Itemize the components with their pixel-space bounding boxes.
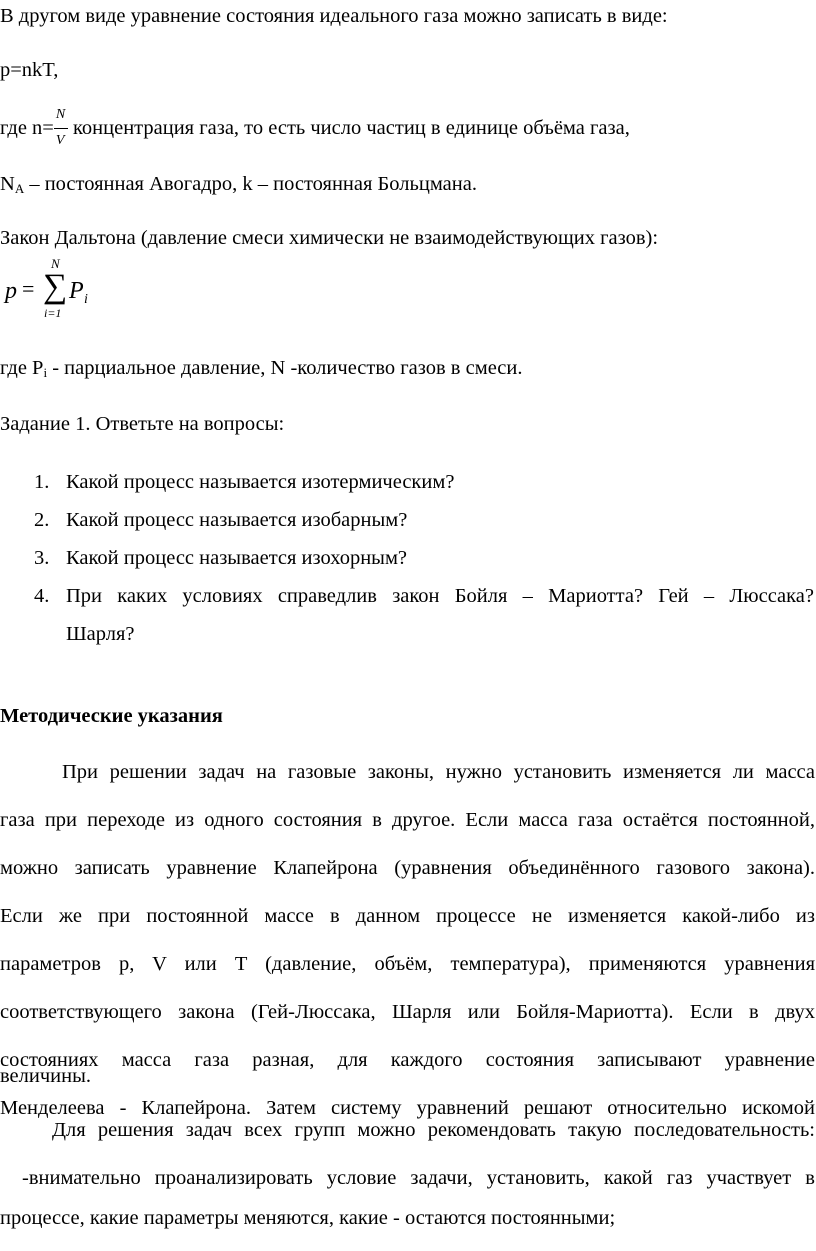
paragraph-line: Если же при постоянной массе в данном процессе не изменяется какой-либо из xyxy=(0,905,815,927)
list-text: Какой процесс называется изобарным? xyxy=(66,509,408,531)
formula-term-subscript: i xyxy=(84,292,88,307)
fraction-numerator: N xyxy=(55,107,66,123)
paragraph-line: газа при переходе из одного состояния в другое. Если масса газа остаётся постоянной, xyxy=(0,809,815,831)
paragraph-line: соответствующего закона (Гей-Люссака, Шарля или Бойля-Мариотта). Если в двух xyxy=(0,1001,815,1023)
sum-upper-limit: N xyxy=(51,256,60,271)
formula-line: p=nkT, xyxy=(0,59,59,81)
subscript: i xyxy=(43,365,48,380)
paragraph-line: Менделеева - Клапейрона. Затем систему уравнений решают относительно искомой xyxy=(0,1097,815,1119)
fraction xyxy=(54,107,68,149)
list-number: 1. xyxy=(34,471,50,493)
list-number: 4. xyxy=(34,585,50,607)
text-fragment: где n= xyxy=(0,117,54,139)
subscript: A xyxy=(14,181,25,196)
dalton-formula xyxy=(0,258,150,328)
fraction-denominator: V xyxy=(55,133,65,149)
paragraph-line: процессе, какие параметры меняются, какие - остаются постоянными; xyxy=(0,1207,616,1229)
text-line xyxy=(0,107,630,149)
text-line xyxy=(0,356,523,385)
paragraph-line: состояниях масса газа разная, для каждого состояния записывают уравнение xyxy=(0,1049,815,1071)
list-text: Шарля? xyxy=(66,623,135,645)
list-text: При каких условиях справедлив закон Бойля – Мариотта? Гей – Люссака? xyxy=(66,585,814,607)
sum-lower-limit: i=1 xyxy=(44,306,62,320)
paragraph-line: -внимательно проанализировать условие задачи, установить, какой газ участвует в xyxy=(22,1167,815,1189)
paragraph-line: Для решения задач всех групп можно рекомендовать такую последовательность: xyxy=(52,1119,815,1141)
text-fragment: - парциальное давление, N -количество газов в смеси. xyxy=(47,357,523,379)
text-fragment: концентрация газа, то есть число частиц в единице объёма газа, xyxy=(67,117,630,139)
section-title: Методические указания xyxy=(0,705,223,727)
paragraph-line: параметров p, V или T (давление, объём, температура), применяются уравнения xyxy=(0,953,815,975)
text-fragment: где P xyxy=(0,357,44,379)
sigma-symbol: ∑ xyxy=(43,268,68,305)
text-line xyxy=(0,172,477,201)
text-line: Задание 1. Ответьте на вопросы: xyxy=(0,413,285,435)
text-line: Закон Дальтона (давление смеси химически не взаимодействующих газов): xyxy=(0,227,659,249)
paragraph-line: При решении задач на газовые законы, нужно установить изменяется ли масса xyxy=(62,761,815,783)
text-fragment: N xyxy=(0,173,15,195)
formula-equals: = xyxy=(22,276,35,301)
paragraph-line: величины. xyxy=(0,1065,92,1087)
list-text: Какой процесс называется изотермическим? xyxy=(66,471,455,493)
list-number: 3. xyxy=(34,547,50,569)
text-line: В другом виде уравнение состояния идеального газа можно записать в виде: xyxy=(0,5,668,27)
formula-lhs: p xyxy=(5,278,17,304)
text-fragment: – постоянная Авогадро, k – постоянная Больцмана. xyxy=(24,173,477,195)
list-number: 2. xyxy=(34,509,50,531)
paragraph xyxy=(0,760,815,1144)
formula-term: P xyxy=(69,278,84,304)
list-text: Какой процесс называется изохорным? xyxy=(66,547,408,569)
paragraph-line: можно записать уравнение Клапейрона (уравнения объединённого газового закона). xyxy=(0,857,815,879)
